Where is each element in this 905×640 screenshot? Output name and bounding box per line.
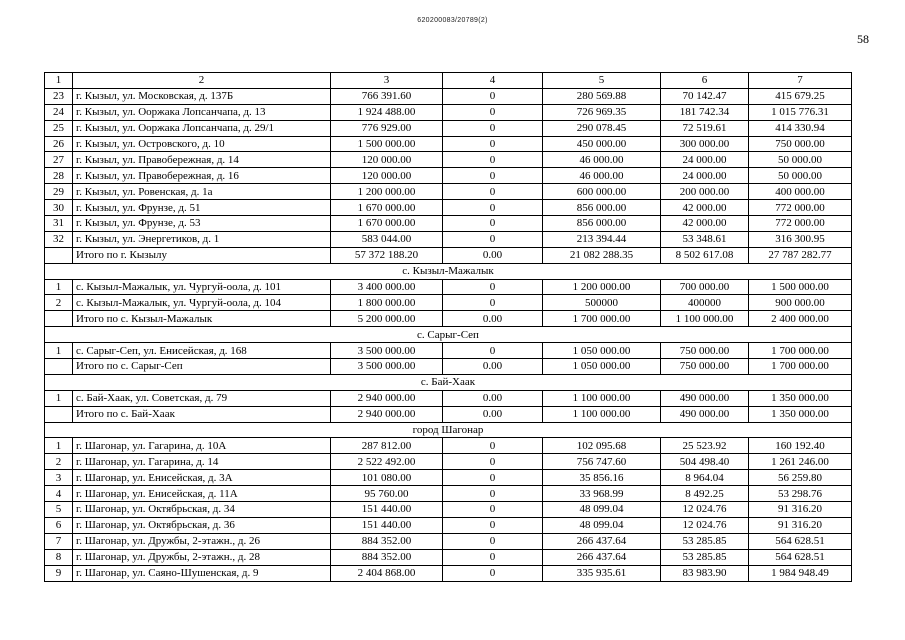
value-cell: 0 xyxy=(443,120,543,136)
row-number: 1 xyxy=(45,279,73,295)
row-number: 5 xyxy=(45,502,73,518)
value-cell: 0 xyxy=(443,295,543,311)
address-cell: г. Кызыл, ул. Правобережная, д. 16 xyxy=(73,168,331,184)
value-cell: 0 xyxy=(443,533,543,549)
section-title: с. Сарыг-Сеп xyxy=(45,327,852,343)
value-cell: 766 391.60 xyxy=(331,88,443,104)
address-cell: г. Шагонар, ул. Гагарина, д. 14 xyxy=(73,454,331,470)
row-number: 29 xyxy=(45,184,73,200)
value-cell: 120 000.00 xyxy=(331,152,443,168)
value-cell: 120 000.00 xyxy=(331,168,443,184)
value-cell: 0 xyxy=(443,216,543,232)
value-cell: 50 000.00 xyxy=(749,168,852,184)
value-cell: 181 742.34 xyxy=(661,104,749,120)
value-cell: 1 100 000.00 xyxy=(543,406,661,422)
value-cell: 0 xyxy=(443,470,543,486)
table-row xyxy=(45,184,852,200)
value-cell: 0 xyxy=(443,565,543,581)
table-row xyxy=(45,295,852,311)
value-cell: 8 964.04 xyxy=(661,470,749,486)
table-header-row xyxy=(45,73,852,89)
value-cell: 53 348.61 xyxy=(661,231,749,247)
table-row xyxy=(45,88,852,104)
value-cell: 772 000.00 xyxy=(749,216,852,232)
value-cell: 0 xyxy=(443,486,543,502)
row-number: 2 xyxy=(45,295,73,311)
address-cell: г. Шагонар, ул. Октябрьская, д. 34 xyxy=(73,502,331,518)
value-cell: 280 569.88 xyxy=(543,88,661,104)
value-cell: 8 502 617.08 xyxy=(661,247,749,263)
table-row xyxy=(45,200,852,216)
value-cell: 0.00 xyxy=(443,359,543,375)
value-cell: 490 000.00 xyxy=(661,406,749,422)
address-cell: г. Шагонар, ул. Октябрьская, д. 36 xyxy=(73,517,331,533)
value-cell: 0 xyxy=(443,231,543,247)
value-cell: 8 492.25 xyxy=(661,486,749,502)
total-row xyxy=(45,247,852,263)
section-header-row xyxy=(45,374,852,390)
value-cell: 200 000.00 xyxy=(661,184,749,200)
address-cell: г. Шагонар, ул. Дружбы, 2-этажн., д. 26 xyxy=(73,533,331,549)
value-cell: 12 024.76 xyxy=(661,502,749,518)
address-cell: Итого по с. Сарыг-Сеп xyxy=(73,359,331,375)
value-cell: 316 300.95 xyxy=(749,231,852,247)
total-row xyxy=(45,406,852,422)
table-row xyxy=(45,533,852,549)
data-table xyxy=(44,72,852,582)
value-cell: 0 xyxy=(443,517,543,533)
value-cell: 0 xyxy=(443,200,543,216)
row-number: 8 xyxy=(45,549,73,565)
value-cell: 290 078.45 xyxy=(543,120,661,136)
document-id: 620200083/20789(2) xyxy=(417,17,488,24)
value-cell: 1 200 000.00 xyxy=(331,184,443,200)
value-cell: 3 500 000.00 xyxy=(331,343,443,359)
value-cell: 21 082 288.35 xyxy=(543,247,661,263)
value-cell: 600 000.00 xyxy=(543,184,661,200)
value-cell: 300 000.00 xyxy=(661,136,749,152)
value-cell: 1 500 000.00 xyxy=(331,136,443,152)
value-cell: 5 200 000.00 xyxy=(331,311,443,327)
row-number: 9 xyxy=(45,565,73,581)
value-cell: 1 050 000.00 xyxy=(543,359,661,375)
value-cell: 53 285.85 xyxy=(661,549,749,565)
value-cell: 46 000.00 xyxy=(543,168,661,184)
table-row xyxy=(45,565,852,581)
value-cell: 1 984 948.49 xyxy=(749,565,852,581)
value-cell: 53 285.85 xyxy=(661,533,749,549)
value-cell: 0 xyxy=(443,104,543,120)
table-row xyxy=(45,216,852,232)
value-cell: 1 670 000.00 xyxy=(331,200,443,216)
column-header: 2 xyxy=(73,73,331,89)
value-cell: 1 015 776.31 xyxy=(749,104,852,120)
row-number: 25 xyxy=(45,120,73,136)
value-cell: 91 316.20 xyxy=(749,517,852,533)
value-cell: 750 000.00 xyxy=(749,136,852,152)
value-cell: 0.00 xyxy=(443,406,543,422)
row-number: 1 xyxy=(45,390,73,406)
table-row xyxy=(45,454,852,470)
address-cell: г. Кызыл, ул. Ровенская, д. 1а xyxy=(73,184,331,200)
value-cell: 756 747.60 xyxy=(543,454,661,470)
value-cell: 0 xyxy=(443,184,543,200)
value-cell: 856 000.00 xyxy=(543,200,661,216)
address-cell: г. Кызыл, ул. Ооржака Лопсанчапа, д. 13 xyxy=(73,104,331,120)
value-cell: 884 352.00 xyxy=(331,549,443,565)
address-cell: г. Кызыл, ул. Московская, д. 137Б xyxy=(73,88,331,104)
section-header-row xyxy=(45,422,852,438)
value-cell: 504 498.40 xyxy=(661,454,749,470)
value-cell: 57 372 188.20 xyxy=(331,247,443,263)
address-cell: Итого по г. Кызылу xyxy=(73,247,331,263)
row-number: 30 xyxy=(45,200,73,216)
row-number: 1 xyxy=(45,343,73,359)
value-cell: 1 500 000.00 xyxy=(749,279,852,295)
table-row xyxy=(45,104,852,120)
value-cell: 24 000.00 xyxy=(661,168,749,184)
row-number: 7 xyxy=(45,533,73,549)
value-cell: 35 856.16 xyxy=(543,470,661,486)
value-cell: 583 044.00 xyxy=(331,231,443,247)
column-header: 7 xyxy=(749,73,852,89)
value-cell: 1 350 000.00 xyxy=(749,406,852,422)
address-cell: с. Кызыл-Мажалык, ул. Чургуй-оола, д. 101 xyxy=(73,279,331,295)
value-cell: 1 200 000.00 xyxy=(543,279,661,295)
table-row xyxy=(45,343,852,359)
value-cell: 0.00 xyxy=(443,311,543,327)
value-cell: 726 969.35 xyxy=(543,104,661,120)
value-cell: 213 394.44 xyxy=(543,231,661,247)
address-cell: г. Кызыл, ул. Правобережная, д. 14 xyxy=(73,152,331,168)
row-number xyxy=(45,359,73,375)
row-number: 4 xyxy=(45,486,73,502)
value-cell: 900 000.00 xyxy=(749,295,852,311)
table-row xyxy=(45,279,852,295)
value-cell: 56 259.80 xyxy=(749,470,852,486)
value-cell: 400 000.00 xyxy=(749,184,852,200)
address-cell: г. Кызыл, ул. Фрунзе, д. 51 xyxy=(73,200,331,216)
table-row xyxy=(45,231,852,247)
value-cell: 415 679.25 xyxy=(749,88,852,104)
value-cell: 1 100 000.00 xyxy=(661,311,749,327)
address-cell: с. Кызыл-Мажалык, ул. Чургуй-оола, д. 104 xyxy=(73,295,331,311)
value-cell: 287 812.00 xyxy=(331,438,443,454)
value-cell: 2 522 492.00 xyxy=(331,454,443,470)
table-row xyxy=(45,136,852,152)
value-cell: 0 xyxy=(443,152,543,168)
table-row xyxy=(45,390,852,406)
table-row xyxy=(45,168,852,184)
value-cell: 0 xyxy=(443,279,543,295)
value-cell: 160 192.40 xyxy=(749,438,852,454)
address-cell: г. Шагонар, ул. Енисейская, д. 3А xyxy=(73,470,331,486)
value-cell: 102 095.68 xyxy=(543,438,661,454)
address-cell: г. Кызыл, ул. Энергетиков, д. 1 xyxy=(73,231,331,247)
total-row xyxy=(45,359,852,375)
row-number: 27 xyxy=(45,152,73,168)
value-cell: 50 000.00 xyxy=(749,152,852,168)
value-cell: 500000 xyxy=(543,295,661,311)
column-header: 5 xyxy=(543,73,661,89)
value-cell: 2 940 000.00 xyxy=(331,406,443,422)
address-cell: г. Шагонар, ул. Саяно-Шушенская, д. 9 xyxy=(73,565,331,581)
row-number: 24 xyxy=(45,104,73,120)
value-cell: 1 050 000.00 xyxy=(543,343,661,359)
value-cell: 1 100 000.00 xyxy=(543,390,661,406)
value-cell: 48 099.04 xyxy=(543,502,661,518)
value-cell: 24 000.00 xyxy=(661,152,749,168)
value-cell: 151 440.00 xyxy=(331,502,443,518)
column-header: 6 xyxy=(661,73,749,89)
row-number: 6 xyxy=(45,517,73,533)
table-row xyxy=(45,470,852,486)
address-cell: Итого по с. Кызыл-Мажалык xyxy=(73,311,331,327)
value-cell: 1 261 246.00 xyxy=(749,454,852,470)
value-cell: 564 628.51 xyxy=(749,549,852,565)
value-cell: 91 316.20 xyxy=(749,502,852,518)
value-cell: 25 523.92 xyxy=(661,438,749,454)
value-cell: 1 700 000.00 xyxy=(749,343,852,359)
value-cell: 750 000.00 xyxy=(661,343,749,359)
row-number: 23 xyxy=(45,88,73,104)
value-cell: 266 437.64 xyxy=(543,549,661,565)
value-cell: 266 437.64 xyxy=(543,533,661,549)
value-cell: 46 000.00 xyxy=(543,152,661,168)
table-row xyxy=(45,152,852,168)
section-title: с. Бай-Хаак xyxy=(45,374,852,390)
value-cell: 0 xyxy=(443,549,543,565)
value-cell: 1 670 000.00 xyxy=(331,216,443,232)
value-cell: 0 xyxy=(443,438,543,454)
address-cell: Итого по с. Бай-Хаак xyxy=(73,406,331,422)
value-cell: 42 000.00 xyxy=(661,200,749,216)
value-cell: 72 519.61 xyxy=(661,120,749,136)
address-cell: г. Шагонар, ул. Гагарина, д. 10А xyxy=(73,438,331,454)
table-row xyxy=(45,486,852,502)
section-title: с. Кызыл-Мажалык xyxy=(45,263,852,279)
value-cell: 1 700 000.00 xyxy=(749,359,852,375)
value-cell: 414 330.94 xyxy=(749,120,852,136)
value-cell: 70 142.47 xyxy=(661,88,749,104)
value-cell: 0 xyxy=(443,168,543,184)
row-number: 32 xyxy=(45,231,73,247)
value-cell: 450 000.00 xyxy=(543,136,661,152)
row-number: 28 xyxy=(45,168,73,184)
value-cell: 0.00 xyxy=(443,390,543,406)
value-cell: 42 000.00 xyxy=(661,216,749,232)
value-cell: 772 000.00 xyxy=(749,200,852,216)
value-cell: 1 700 000.00 xyxy=(543,311,661,327)
value-cell: 0 xyxy=(443,136,543,152)
row-number xyxy=(45,406,73,422)
table-body xyxy=(45,88,852,581)
value-cell: 0 xyxy=(443,502,543,518)
table-row xyxy=(45,502,852,518)
value-cell: 27 787 282.77 xyxy=(749,247,852,263)
section-header-row xyxy=(45,263,852,279)
value-cell: 564 628.51 xyxy=(749,533,852,549)
value-cell: 2 940 000.00 xyxy=(331,390,443,406)
column-header: 4 xyxy=(443,73,543,89)
table-row xyxy=(45,120,852,136)
value-cell: 776 929.00 xyxy=(331,120,443,136)
row-number: 31 xyxy=(45,216,73,232)
value-cell: 3 400 000.00 xyxy=(331,279,443,295)
value-cell: 1 350 000.00 xyxy=(749,390,852,406)
row-number xyxy=(45,311,73,327)
value-cell: 490 000.00 xyxy=(661,390,749,406)
value-cell: 400000 xyxy=(661,295,749,311)
value-cell: 0 xyxy=(443,454,543,470)
address-cell: г. Кызыл, ул. Островского, д. 10 xyxy=(73,136,331,152)
value-cell: 700 000.00 xyxy=(661,279,749,295)
value-cell: 101 080.00 xyxy=(331,470,443,486)
address-cell: с. Бай-Хаак, ул. Советская, д. 79 xyxy=(73,390,331,406)
value-cell: 83 983.90 xyxy=(661,565,749,581)
value-cell: 0.00 xyxy=(443,247,543,263)
row-number: 26 xyxy=(45,136,73,152)
address-cell: с. Сарыг-Сеп, ул. Енисейская, д. 168 xyxy=(73,343,331,359)
value-cell: 12 024.76 xyxy=(661,517,749,533)
value-cell: 2 400 000.00 xyxy=(749,311,852,327)
row-number: 1 xyxy=(45,438,73,454)
value-cell: 335 935.61 xyxy=(543,565,661,581)
value-cell: 750 000.00 xyxy=(661,359,749,375)
address-cell: г. Кызыл, ул. Ооржака Лопсанчапа, д. 29/1 xyxy=(73,120,331,136)
column-header: 3 xyxy=(331,73,443,89)
value-cell: 1 800 000.00 xyxy=(331,295,443,311)
total-row xyxy=(45,311,852,327)
row-number xyxy=(45,247,73,263)
table-row xyxy=(45,517,852,533)
value-cell: 0 xyxy=(443,343,543,359)
table-row xyxy=(45,549,852,565)
value-cell: 884 352.00 xyxy=(331,533,443,549)
section-title: город Шагонар xyxy=(45,422,852,438)
row-number: 2 xyxy=(45,454,73,470)
page-number: 58 xyxy=(857,32,869,46)
value-cell: 151 440.00 xyxy=(331,517,443,533)
value-cell: 48 099.04 xyxy=(543,517,661,533)
table-row xyxy=(45,438,852,454)
value-cell: 33 968.99 xyxy=(543,486,661,502)
value-cell: 95 760.00 xyxy=(331,486,443,502)
section-header-row xyxy=(45,327,852,343)
row-number: 3 xyxy=(45,470,73,486)
address-cell: г. Кызыл, ул. Фрунзе, д. 53 xyxy=(73,216,331,232)
value-cell: 3 500 000.00 xyxy=(331,359,443,375)
address-cell: г. Шагонар, ул. Енисейская, д. 11А xyxy=(73,486,331,502)
value-cell: 53 298.76 xyxy=(749,486,852,502)
value-cell: 856 000.00 xyxy=(543,216,661,232)
value-cell: 0 xyxy=(443,88,543,104)
address-cell: г. Шагонар, ул. Дружбы, 2-этажн., д. 28 xyxy=(73,549,331,565)
value-cell: 1 924 488.00 xyxy=(331,104,443,120)
value-cell: 2 404 868.00 xyxy=(331,565,443,581)
column-header: 1 xyxy=(45,73,73,89)
